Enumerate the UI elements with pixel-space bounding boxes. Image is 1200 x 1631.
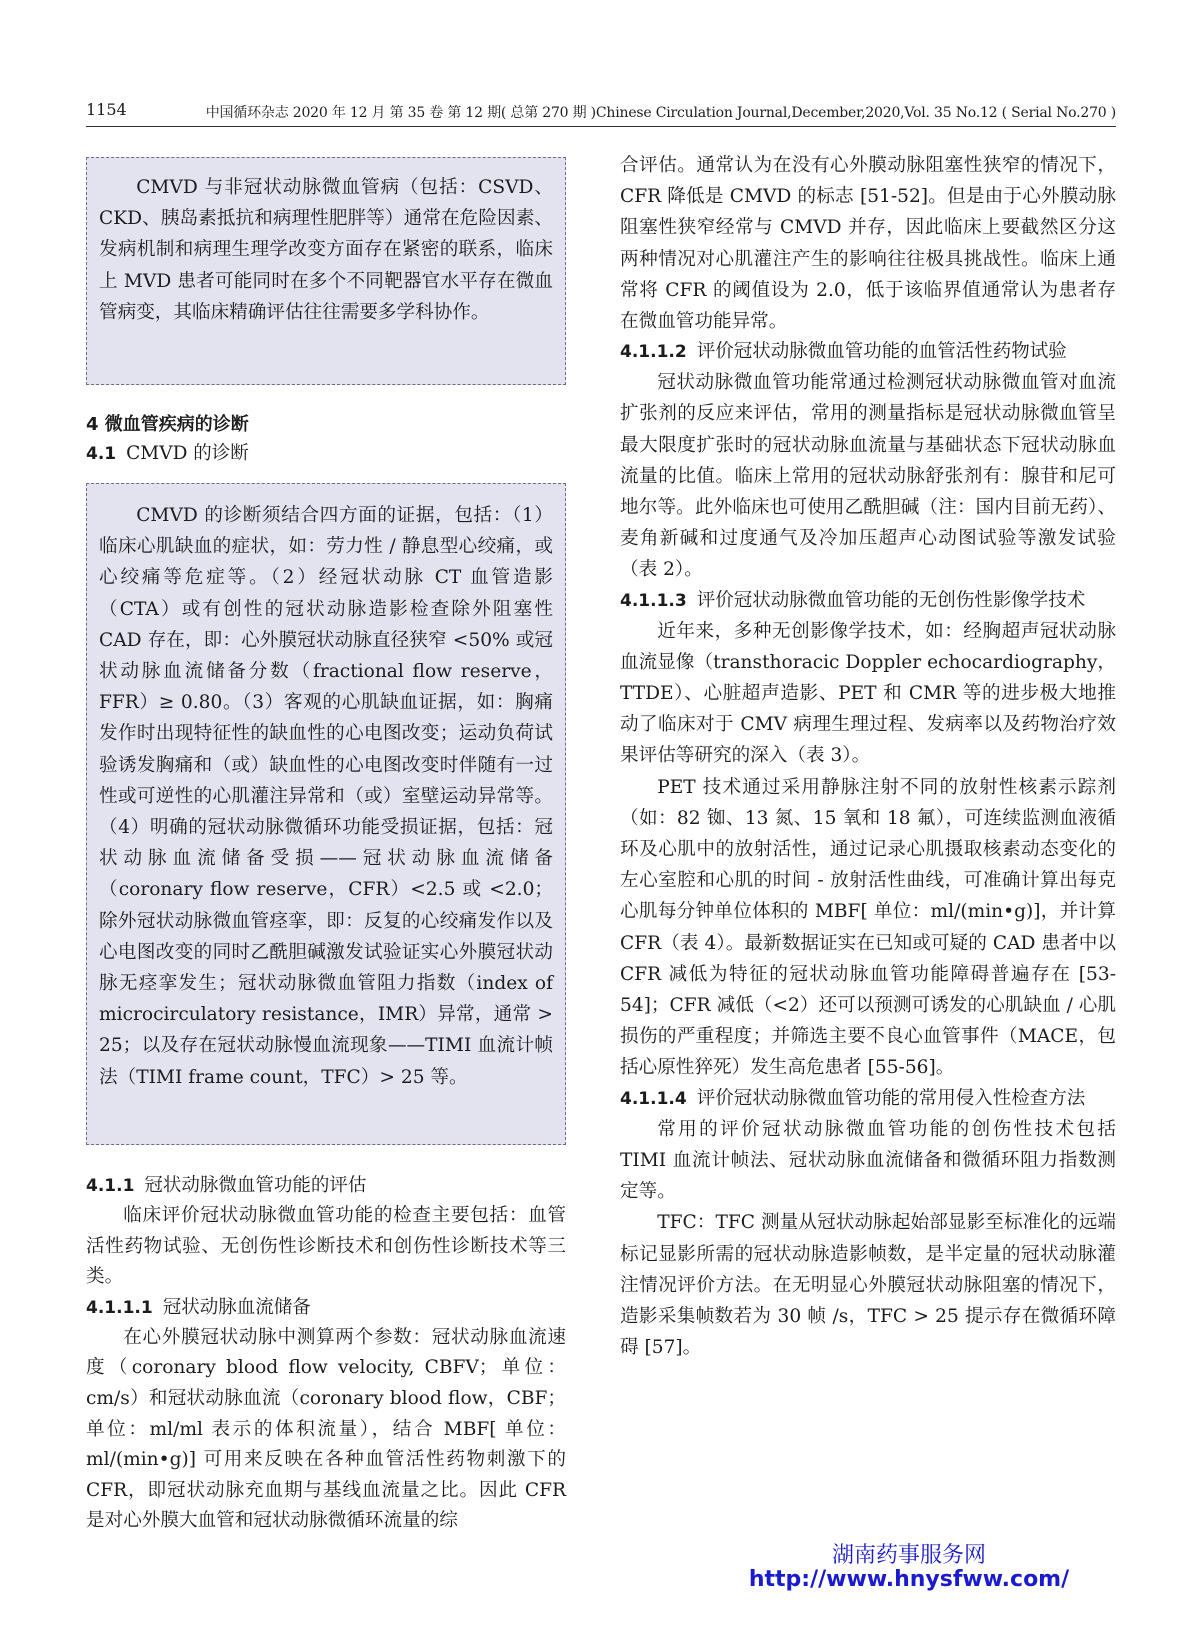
section-number: 4.1.1.1 (86, 1297, 153, 1318)
section-heading-4-1-1-4 (620, 1084, 1116, 1114)
paragraph: 临床评价冠状动脉微血管功能的检查主要包括：血管活性药物试验、无创伤性诊断技术和创伤性诊断技术等三类。 (86, 1205, 566, 1288)
section-number: 4.1.1.3 (620, 590, 687, 611)
paragraph: TFC：TFC 测量从冠状动脉起始部显影至标准化的远端标记显影所需的冠状动脉造影帧数，是半定量的冠状动脉灌注情况评价方法。在无明显心外膜冠状动脉阻塞的情况下，造影采集帧数若为 30 帧 /s，TFC > 25 提示存在微循环障碍 [57]。 (620, 1212, 1116, 1359)
section-heading-4-1 (86, 439, 566, 469)
page-number: 1154 (86, 100, 127, 119)
section-heading-4: 4 微血管疾病的诊断 (86, 414, 249, 435)
section-title: 评价冠状动脉微血管功能的常用侵入性检查方法 (696, 1087, 1086, 1109)
paragraph: 近年来，多种无创影像学技术，如：经胸超声冠状动脉血流显像（transthoracic Doppler echocardiography，TTDE）、心脏超声造影、PET 和 CMR 等的进步极大地推动了临床对于 CMV 病理生理过程、发病率以及药物治疗效果评估等研究的深入（表 3）。 (620, 620, 1116, 767)
section-number: 4.1.1 (86, 1176, 135, 1196)
highlight-box-cmvd-diagnosis (86, 483, 566, 1145)
section-heading-4-1-1-1 (86, 1293, 566, 1323)
highlight-box-cmvd-relation (86, 157, 566, 385)
left-column (86, 157, 566, 1537)
journal-citation: 中国循环杂志 2020 年 12 月 第 35 卷 第 12 期( 总第 270 期 )Chinese Circulation Journal,December,2020,Vol. 35 No.12 ( Serial No.270 ) (205, 105, 1116, 121)
paragraph: PET 技术通过采用静脉注射不同的放射性核素示踪剂（如：82 铷、13 氮、15 氧和 18 氟），可连续监测血液循环及心肌中的放射活性，通过记录心肌摄取核素动态变化的左心室腔和心肌的时间 - 放射活性曲线，可准确计算出每克心肌每分钟单位体积的 MBF[ 单位：ml/(min•g)]，并计算 CFR（表 4）。最新数据证实在已知或可疑的 CAD 患者中以 CFR 减低为特征的冠状动脉血管功能障碍普遍存在 [53-54]；CFR 减低（<2）还可以预测可诱发的心肌缺血 / 心肌损伤的严重程度；并筛选主要不良心血管事件（MACE，包括心原性猝死）发生高危患者 [55-56]。 (620, 776, 1116, 1079)
paragraph: 合评估。通常认为在没有心外膜动脉阻塞性狭窄的情况下，CFR 降低是 CMVD 的标志 [51-52]。但是由于心外膜动脉阻塞性狭窄经常与 CMVD 并存，因此临床上要截然区分这两种情况对心肌灌注产生的影响往往极具挑战性。临床上通常将 CFR 的阈值设为 2.0，低于该临界值通常认为患者存在微血管功能异常。 (620, 155, 1116, 333)
paragraph: 冠状动脉微血管功能常通过检测冠状动脉微血管对血流扩张剂的反应来评估，常用的测量指标是冠状动脉微血管呈最大限度扩张时的冠状动脉血流量与基础状态下冠状动脉血流量的比值。临床上常用的冠状动脉舒张剂有：腺苷和尼可地尔等。此外临床也可使用乙酰胆碱（注：国内目前无药）、麦角新碱和过度通气及冷加压超声心动图试验等激发试验（表 2）。 (620, 372, 1116, 581)
paragraph: 常用的评价冠状动脉微血管功能的创伤性技术包括 TIMI 血流计帧法、冠状动脉血流储备和微循环阻力指数测定等。 (620, 1118, 1116, 1203)
box-text: CMVD 的诊断须结合四方面的证据，包括：（1）临床心肌缺血的症状，如：劳力性 / 静息型心绞痛，或心绞痛等危症等。（2）经冠状动脉 CT 血管造影（CTA）或有创性的冠状动脉造影检查除外阻塞性 CAD 存在，即：心外膜冠状动脉直径狭窄 <50% 或冠状动脉血流储备分数（fractional flow reserve，FFR）≥ 0.80。（3）客观的心肌缺血证据，如：胸痛发作时出现特征性的缺血性的心电图改变；运动负荷试验诱发胸痛和（或）缺血性的心电图改变时伴随有一过性或可逆性的心肌灌注异常和（或）室壁运动异常等。（4）明确的冠状动脉微循环功能受损证据，包括：冠状动脉血流储备受损——冠状动脉血流储备（coronary flow reserve，CFR）<2.5 或 <2.0；除外冠状动脉微血管痉挛，即：反复的心绞痛发作以及心电图改变的同时乙酰胆碱激发试验证实心外膜冠状动脉无痉挛发生；冠状动脉微血管阻力指数（index of microcirculatory resistance，IMR）异常，通常 > 25；以及存在冠状动脉慢血流现象——TIMI 血流计帧法（TIMI frame count，TFC）> 25 等。 (99, 505, 553, 1088)
section-heading-4-1-1 (86, 1171, 566, 1201)
section-heading-4-1-1-2 (620, 337, 1116, 367)
section-number: 4.1 (86, 444, 117, 464)
watermark-url[interactable]: http://www.hnysfww.com/ (748, 1567, 1070, 1592)
box-text: CMVD 与非冠状动脉微血管病（包括：CSVD、CKD、胰岛素抵抗和病理性肥胖等）通常在危险因素、发病机制和病理生理学改变方面存在紧密的联系，临床上 MVD 患者可能同时在多个不同靶器官水平存在微血管病变，其临床精确评估往往需要多学科协作。 (99, 177, 553, 323)
section-number: 4.1.1.4 (620, 1088, 687, 1109)
right-column (620, 150, 1116, 1363)
running-header (86, 98, 1116, 127)
paragraph: 在心外膜冠状动脉中测算两个参数：冠状动脉血流速度（coronary blood flow velocity, CBFV；单位：cm/s）和冠状动脉血流（coronary blood flow，CBF；单位：ml/ml 表示的体积流量），结合 MBF[ 单位：ml/(min•g)] 可用来反映在各种血管活性药物刺激下的 CFR，即冠状动脉充血期与基线血流量之比。因此 CFR 是对心外膜大血管和冠状动脉微循环流量的综 (86, 1326, 566, 1532)
watermark-site-name: 湖南药事服务网 (831, 1543, 986, 1568)
section-heading-4-1-1-3 (620, 586, 1116, 616)
section-title: CMVD 的诊断 (126, 443, 249, 464)
section-number: 4.1.1.2 (620, 342, 687, 363)
section-title: 冠状动脉微血管功能的评估 (144, 1175, 367, 1196)
section-title: 评价冠状动脉微血管功能的无创伤性影像学技术 (696, 589, 1086, 611)
section-title: 冠状动脉血流储备 (162, 1296, 311, 1318)
section-title: 评价冠状动脉微血管功能的血管活性药物试验 (696, 341, 1067, 363)
